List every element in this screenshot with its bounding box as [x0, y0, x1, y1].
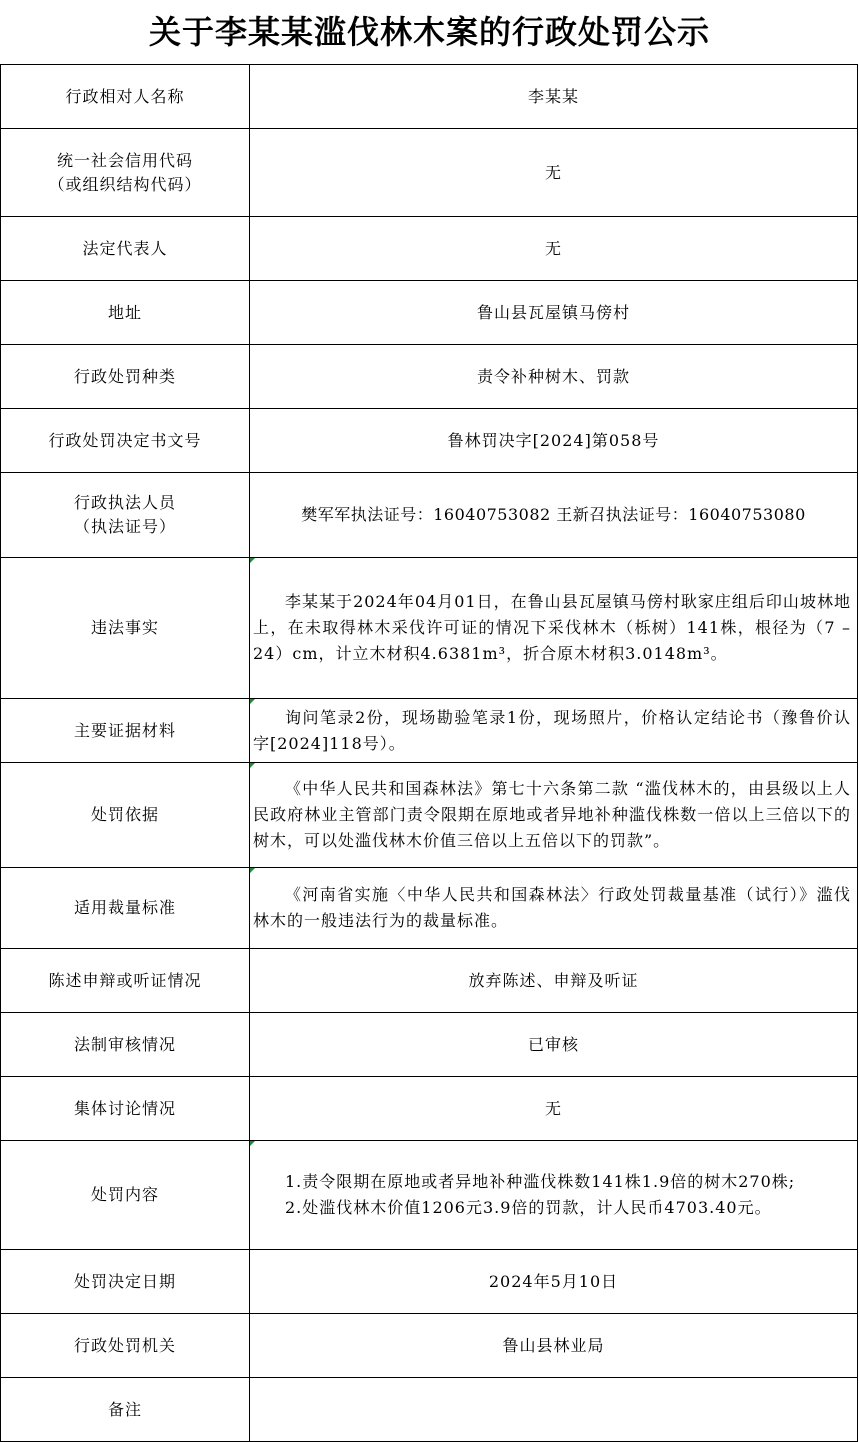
- label-officers: [1, 473, 250, 558]
- label-penalty-type: 行政处罚种类: [1, 345, 250, 409]
- value-evidence: [250, 699, 858, 763]
- table-row: [1, 1378, 858, 1442]
- value-officers: 樊军军执法证号：16040753082 王新召执法证号：16040753080: [250, 473, 858, 558]
- table-row: [1, 129, 858, 217]
- table-row: [1, 1141, 858, 1250]
- table-row: [1, 217, 858, 281]
- value-content: [250, 1141, 858, 1250]
- cell-marker: [250, 699, 255, 704]
- table-row: [1, 409, 858, 473]
- value-legal-review: 已审核: [250, 1013, 858, 1077]
- value-address: 鲁山县瓦屋镇马傍村: [250, 281, 858, 345]
- label-address: 地址: [1, 281, 250, 345]
- label-credit-code-line1: 统一社会信用代码: [56, 150, 193, 170]
- label-evidence: 主要证据材料: [1, 699, 250, 763]
- value-hearing: 放弃陈述、申辩及听证: [250, 949, 858, 1013]
- content-item-1: 1.责令限期在原地或者异地补种滥伐株数141株1.9倍的树木270株;: [285, 1172, 796, 1191]
- value-remarks: [250, 1378, 858, 1442]
- table-row: [1, 473, 858, 558]
- basis-text: 《中华人民共和国森林法》第七十六条第二款 “滥伐林木的，由县级以上人民政府林业主管部门责令限期在原地或者异地补种滥伐株数一倍以上三倍以下的树木，可以处滥伐林木价值三倍以上五倍以下的罚款”。: [253, 779, 851, 850]
- standard-text: 《河南省实施〈中华人民共和国森林法〉行政处罚裁量基准（试行）》滥伐林木的一般违法行为的裁量标准。: [253, 885, 851, 930]
- value-decision-no: 鲁林罚决字[2024]第058号: [250, 409, 858, 473]
- table-row: [1, 281, 858, 345]
- cell-marker: [250, 763, 255, 768]
- table-row: [1, 949, 858, 1013]
- table-row: [1, 345, 858, 409]
- value-decision-date: 2024年5月10日: [250, 1250, 858, 1314]
- table-row: [1, 1077, 858, 1141]
- value-party-name: 李某某: [250, 65, 858, 129]
- label-remarks: 备注: [1, 1378, 250, 1442]
- cell-marker: [250, 868, 255, 873]
- value-collective: 无: [250, 1077, 858, 1141]
- label-party-name: 行政相对人名称: [1, 65, 250, 129]
- penalty-table: [0, 64, 858, 1442]
- label-facts: 违法事实: [1, 558, 250, 699]
- table-row: [1, 699, 858, 763]
- page-title: 关于李某某滥伐林木案的行政处罚公示: [148, 13, 710, 51]
- label-decision-no: 行政处罚决定书文号: [1, 409, 250, 473]
- label-hearing: 陈述申辩或听证情况: [1, 949, 250, 1013]
- evidence-text: 询问笔录2份，现场勘验笔录1份，现场照片，价格认定结论书（豫鲁价认字[2024]118号）。: [253, 707, 851, 753]
- label-officers-line1: 行政执法人员: [73, 493, 176, 512]
- label-decision-date: 处罚决定日期: [1, 1250, 250, 1314]
- content-item-2: 2.处滥伐林木价值1206元3.9倍的罚款，计人民币4703.40元。: [285, 1198, 772, 1217]
- table-row: [1, 65, 858, 129]
- value-standard: [250, 868, 858, 949]
- label-collective: 集体讨论情况: [1, 1077, 250, 1141]
- cell-marker: [250, 1141, 255, 1146]
- facts-text: 李某某于2024年04月01日，在鲁山县瓦屋镇马傍村耿家庄组后印山坡林地上，在未取得林木采伐许可证的情况下采伐林木（栎树）141株，根径为（7 – 24）cm，计立木材积4.6381m³，折合原木材积3.0148m³。: [253, 592, 851, 663]
- table-row: [1, 868, 858, 949]
- value-basis: [250, 763, 858, 868]
- label-officers-line2: （执法证号）: [73, 517, 176, 536]
- value-legal-rep: 无: [250, 217, 858, 281]
- label-content: 处罚内容: [1, 1141, 250, 1250]
- table-row: [1, 1250, 858, 1314]
- table-row: [1, 1314, 858, 1378]
- value-facts: [250, 558, 858, 699]
- table-row: [1, 763, 858, 868]
- table-row: [1, 558, 858, 699]
- label-legal-review: 法制审核情况: [1, 1013, 250, 1077]
- value-credit-code: 无: [250, 129, 858, 217]
- label-basis: 处罚依据: [1, 763, 250, 868]
- label-authority: 行政处罚机关: [1, 1314, 250, 1378]
- label-credit-code-line2: （或组织结构代码）: [48, 174, 202, 194]
- value-authority: 鲁山县林业局: [250, 1314, 858, 1378]
- label-legal-rep: 法定代表人: [1, 217, 250, 281]
- label-standard: 适用裁量标准: [1, 868, 250, 949]
- cell-marker: [250, 558, 255, 563]
- table-row: [1, 1013, 858, 1077]
- value-penalty-type: 责令补种树木、罚款: [250, 345, 858, 409]
- label-credit-code: [1, 129, 250, 217]
